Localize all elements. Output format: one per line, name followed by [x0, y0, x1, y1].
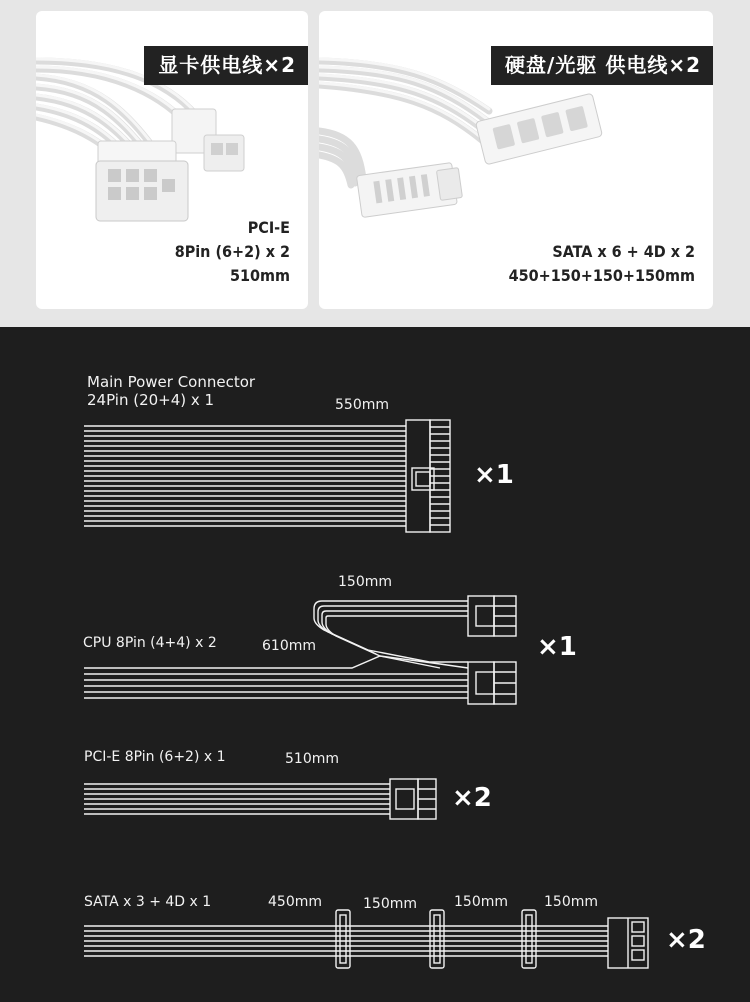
drive-spec-line-2: 450+150+150+150mm: [508, 266, 695, 285]
sata-count: ×2: [666, 925, 706, 955]
cpu-main-length: 610mm: [262, 638, 316, 654]
pcie-count: ×2: [452, 783, 492, 813]
drive-cable-spec: [509, 240, 695, 288]
gpu-cable-tag: 显卡供电线×2: [144, 46, 308, 85]
main-power-label-1: Main Power Connector: [87, 373, 256, 391]
sata-connector-icon-2: [430, 910, 444, 968]
sata-length-4: 150mm: [544, 894, 598, 910]
gpu-spec-line-2: 8Pin (6+2) x 2: [174, 242, 290, 261]
sata-label: SATA x 3 + 4D x 1: [84, 894, 212, 910]
gpu-spec-line-3: 510mm: [229, 266, 290, 285]
drive-spec-line-1: SATA x 6 + 4D x 2: [552, 242, 695, 261]
drive-cable-card: [319, 11, 713, 309]
pcie-length: 510mm: [285, 751, 339, 767]
pcie-label: PCI-E 8Pin (6+2) x 1: [84, 749, 226, 765]
cpu-main-connector-icon: [468, 662, 516, 704]
molex-connector-icon: [608, 918, 648, 968]
pcie-connector-icon: [390, 779, 436, 819]
cpu-branch-length: 150mm: [338, 574, 392, 590]
drive-cable-tag: 硬盘/光驱 供电线×2: [491, 46, 713, 85]
cable-diagram-section: [0, 327, 750, 1002]
product-photo-section: [0, 0, 750, 327]
cpu-label: CPU 8Pin (4+4) x 2: [83, 635, 217, 651]
main-power-count: ×1: [474, 460, 514, 490]
gpu-cable-spec: [175, 216, 290, 288]
main-power-connector-icon: [406, 420, 450, 532]
main-power-label-2: 24Pin (20+4) x 1: [87, 391, 215, 409]
sata-length-3: 150mm: [454, 894, 508, 910]
main-power-length: 550mm: [335, 397, 389, 413]
sata-connector-icon-3: [522, 910, 536, 968]
sata-connector-icon-1: [336, 910, 350, 968]
pcie-cable-drawing: [84, 784, 390, 814]
gpu-spec-line-1: PCI-E: [247, 218, 290, 237]
gpu-cable-card: [36, 11, 308, 309]
main-power-cable-drawing: [84, 426, 406, 526]
sata-length-2: 150mm: [363, 896, 417, 912]
cpu-count: ×1: [537, 632, 577, 662]
sata-length-1: 450mm: [268, 894, 322, 910]
cpu-branch-connector-icon: [468, 596, 516, 636]
